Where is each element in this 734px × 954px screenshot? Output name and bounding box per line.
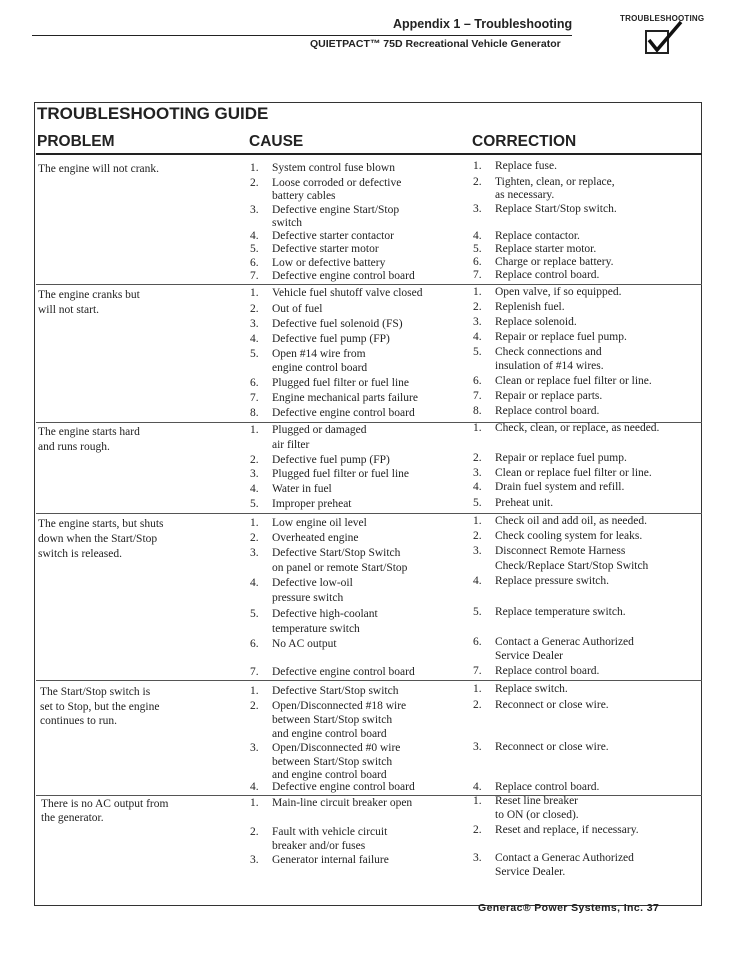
- cause-text: Plugged fuel filter or fuel line: [272, 377, 410, 389]
- correction-text: Disconnect Remote Harness: [495, 545, 626, 557]
- correction-text: Tighten, clean, or replace,: [495, 176, 615, 188]
- guide-title: TROUBLESHOOTING GUIDE: [37, 104, 269, 123]
- correction-number: 8.: [473, 405, 482, 417]
- cause-number: 2.: [250, 177, 259, 189]
- cause-number: 6.: [250, 257, 259, 269]
- correction-number: 1.: [473, 515, 482, 527]
- correction-text: Check, clean, or replace, as needed.: [495, 422, 660, 434]
- correction-number: 4.: [473, 575, 482, 587]
- cause-text: Low or defective battery: [272, 257, 386, 269]
- correction-number: 2.: [473, 530, 482, 542]
- cause-text: temperature switch: [272, 623, 360, 635]
- correction-text: Replace pressure switch.: [495, 575, 610, 587]
- correction-text: Replace temperature switch.: [495, 606, 626, 618]
- correction-text: Check oil and add oil, as needed.: [495, 515, 648, 527]
- cause-text: on panel or remote Start/Stop: [272, 562, 408, 574]
- cause-text: Defective engine control board: [272, 781, 415, 793]
- cause-text: Generator internal failure: [272, 854, 389, 866]
- cause-number: 3.: [250, 204, 259, 216]
- problem-text: switch is released.: [38, 548, 122, 560]
- correction-text: Replace control board.: [495, 665, 600, 677]
- correction-text: Replace Start/Stop switch.: [495, 203, 617, 215]
- cause-text: Defective engine control board: [272, 666, 415, 678]
- header-divider: [36, 153, 702, 155]
- cause-number: 2.: [250, 826, 259, 838]
- cause-text: Defective engine control board: [272, 407, 415, 419]
- cause-text: Engine mechanical parts failure: [272, 392, 418, 404]
- cause-number: 1.: [250, 162, 259, 174]
- correction-number: 4.: [473, 781, 482, 793]
- correction-number: 5.: [473, 606, 482, 618]
- cause-text: Water in fuel: [272, 483, 332, 495]
- correction-text: Check/Replace Start/Stop Switch: [495, 560, 649, 572]
- correction-number: 1.: [473, 160, 482, 172]
- cause-number: 4.: [250, 230, 259, 242]
- problem-text: There is no AC output from: [41, 798, 169, 810]
- correction-number: 3.: [473, 741, 482, 753]
- cause-number: 1.: [250, 424, 259, 436]
- cause-text: breaker and/or fuses: [272, 840, 366, 852]
- section-tag: TROUBLESHOOTING: [620, 14, 705, 23]
- cause-number: 4.: [250, 781, 259, 793]
- cause-number: 1.: [250, 685, 259, 697]
- cause-text: Vehicle fuel shutoff valve closed: [272, 287, 423, 299]
- correction-text: as necessary.: [495, 189, 555, 201]
- correction-number: 2.: [473, 824, 482, 836]
- correction-number: 7.: [473, 390, 482, 402]
- correction-number: 1.: [473, 286, 482, 298]
- correction-text: Service Dealer.: [495, 866, 566, 878]
- cause-text: Overheated engine: [272, 532, 359, 544]
- generator-subtitle: QUIETPACT™ 75D Recreational Vehicle Generator: [310, 38, 561, 50]
- problem-text: set to Stop, but the engine: [40, 701, 160, 713]
- cause-number: 5.: [250, 348, 259, 360]
- correction-text: Repair or replace fuel pump.: [495, 452, 627, 464]
- cause-text: Defective Start/Stop switch: [272, 685, 399, 697]
- cause-text: Defective engine control board: [272, 270, 415, 282]
- correction-text: Replace fuse.: [495, 160, 557, 172]
- correction-text: Drain fuel system and refill.: [495, 481, 625, 493]
- cause-number: 2.: [250, 454, 259, 466]
- correction-text: to ON (or closed).: [495, 809, 579, 821]
- correction-text: insulation of #14 wires.: [495, 360, 604, 372]
- correction-text: Repair or replace parts.: [495, 390, 603, 402]
- problem-text: and runs rough.: [38, 441, 110, 453]
- correction-number: 2.: [473, 301, 482, 313]
- cause-text: battery cables: [272, 190, 336, 202]
- cause-text: Defective fuel pump (FP): [272, 333, 390, 345]
- page-footer: Generac® Power Systems, Inc. 37: [478, 902, 660, 914]
- column-header-correction: CORRECTION: [472, 133, 577, 150]
- cause-text: Defective fuel solenoid (FS): [272, 318, 403, 330]
- cause-number: 4.: [250, 577, 259, 589]
- cause-text: Improper preheat: [272, 498, 352, 510]
- cause-text: switch: [272, 217, 303, 229]
- correction-text: Charge or replace battery.: [495, 256, 614, 268]
- correction-text: Service Dealer: [495, 650, 564, 662]
- cause-number: 6.: [250, 377, 259, 389]
- correction-text: Replace solenoid.: [495, 316, 577, 328]
- correction-number: 5.: [473, 243, 482, 255]
- column-header-cause: CAUSE: [249, 133, 304, 150]
- correction-text: Reconnect or close wire.: [495, 741, 609, 753]
- correction-text: Replace starter motor.: [495, 243, 597, 255]
- problem-text: The engine starts hard: [38, 426, 140, 438]
- cause-text: Low engine oil level: [272, 517, 367, 529]
- correction-text: Check connections and: [495, 346, 602, 358]
- correction-text: Replenish fuel.: [495, 301, 565, 313]
- correction-number: 2.: [473, 176, 482, 188]
- cause-number: 2.: [250, 532, 259, 544]
- cause-text: Fault with vehicle circuit: [272, 826, 388, 838]
- correction-text: Reset line breaker: [495, 795, 579, 807]
- cause-text: between Start/Stop switch: [272, 756, 393, 768]
- row-divider: [36, 680, 702, 681]
- problem-text: will not start.: [38, 304, 100, 316]
- problem-text: The engine will not crank.: [38, 163, 160, 175]
- correction-text: Replace control board.: [495, 405, 600, 417]
- cause-number: 3.: [250, 742, 259, 754]
- cause-text: Out of fuel: [272, 303, 323, 315]
- correction-number: 2.: [473, 452, 482, 464]
- cause-text: Plugged or damaged: [272, 424, 367, 436]
- correction-number: 7.: [473, 269, 482, 281]
- cause-number: 7.: [250, 392, 259, 404]
- correction-number: 7.: [473, 665, 482, 677]
- correction-text: Clean or replace fuel filter or line.: [495, 467, 652, 479]
- cause-number: 4.: [250, 333, 259, 345]
- correction-number: 2.: [473, 699, 482, 711]
- cause-number: 1.: [250, 797, 259, 809]
- correction-text: Replace switch.: [495, 683, 568, 695]
- cause-number: 1.: [250, 517, 259, 529]
- cause-number: 3.: [250, 318, 259, 330]
- correction-number: 3.: [473, 467, 482, 479]
- cause-text: and engine control board: [272, 769, 387, 781]
- correction-number: 6.: [473, 256, 482, 268]
- cause-text: System control fuse blown: [272, 162, 395, 174]
- correction-number: 4.: [473, 331, 482, 343]
- cause-text: Loose corroded or defective: [272, 177, 402, 189]
- correction-text: Reconnect or close wire.: [495, 699, 609, 711]
- correction-text: Contact a Generac Authorized: [495, 636, 634, 648]
- correction-number: 1.: [473, 422, 482, 434]
- cause-text: air filter: [272, 439, 310, 451]
- correction-text: Reset and replace, if necessary.: [495, 824, 639, 836]
- cause-text: Open/Disconnected #0 wire: [272, 742, 401, 754]
- cause-number: 5.: [250, 498, 259, 510]
- problem-text: The engine starts, but shuts: [38, 518, 164, 530]
- cause-text: and engine control board: [272, 728, 387, 740]
- cause-number: 2.: [250, 303, 259, 315]
- correction-number: 3.: [473, 545, 482, 557]
- cause-number: 3.: [250, 468, 259, 480]
- correction-text: Preheat unit.: [495, 497, 554, 509]
- problem-text: The engine cranks but: [38, 289, 140, 301]
- column-header-problem: PROBLEM: [37, 133, 115, 150]
- correction-text: Repair or replace fuel pump.: [495, 331, 627, 343]
- correction-number: 4.: [473, 230, 482, 242]
- checkmark-icon: [645, 20, 685, 58]
- cause-number: 2.: [250, 700, 259, 712]
- cause-text: Main-line circuit breaker open: [272, 797, 413, 809]
- cause-number: 1.: [250, 287, 259, 299]
- correction-number: 5.: [473, 346, 482, 358]
- cause-text: engine control board: [272, 362, 368, 374]
- cause-number: 4.: [250, 483, 259, 495]
- header-rule: [32, 35, 572, 36]
- problem-text: continues to run.: [40, 715, 117, 727]
- cause-text: Open #14 wire from: [272, 348, 366, 360]
- problem-text: the generator.: [41, 812, 104, 824]
- cause-text: Open/Disconnected #18 wire: [272, 700, 407, 712]
- correction-text: Contact a Generac Authorized: [495, 852, 634, 864]
- correction-text: Replace contactor.: [495, 230, 580, 242]
- correction-number: 5.: [473, 497, 482, 509]
- correction-text: Open valve, if so equipped.: [495, 286, 622, 298]
- cause-text: Defective engine Start/Stop: [272, 204, 400, 216]
- correction-number: 1.: [473, 683, 482, 695]
- problem-text: The Start/Stop switch is: [40, 686, 151, 698]
- cause-number: 7.: [250, 666, 259, 678]
- cause-text: Defective starter motor: [272, 243, 379, 255]
- cause-number: 3.: [250, 547, 259, 559]
- correction-number: 1.: [473, 795, 482, 807]
- cause-text: Defective low-oil: [272, 577, 353, 589]
- cause-number: 5.: [250, 608, 259, 620]
- cause-number: 3.: [250, 854, 259, 866]
- cause-text: Defective fuel pump (FP): [272, 454, 390, 466]
- appendix-heading: Appendix 1 – Troubleshooting: [393, 17, 573, 31]
- cause-text: between Start/Stop switch: [272, 714, 393, 726]
- cause-number: 7.: [250, 270, 259, 282]
- correction-number: 3.: [473, 316, 482, 328]
- problem-text: down when the Start/Stop: [38, 533, 158, 545]
- correction-number: 4.: [473, 481, 482, 493]
- correction-text: Replace control board.: [495, 269, 600, 281]
- cause-text: Defective Start/Stop Switch: [272, 547, 401, 559]
- cause-text: pressure switch: [272, 592, 344, 604]
- cause-text: No AC output: [272, 638, 337, 650]
- correction-text: Clean or replace fuel filter or line.: [495, 375, 652, 387]
- correction-number: 3.: [473, 852, 482, 864]
- correction-number: 6.: [473, 636, 482, 648]
- correction-text: Check cooling system for leaks.: [495, 530, 643, 542]
- cause-text: Defective starter contactor: [272, 230, 394, 242]
- cause-text: Plugged fuel filter or fuel line: [272, 468, 410, 480]
- cause-number: 8.: [250, 407, 259, 419]
- cause-number: 5.: [250, 243, 259, 255]
- cause-number: 6.: [250, 638, 259, 650]
- cause-text: Defective high-coolant: [272, 608, 378, 620]
- correction-number: 3.: [473, 203, 482, 215]
- correction-text: Replace control board.: [495, 781, 600, 793]
- correction-number: 6.: [473, 375, 482, 387]
